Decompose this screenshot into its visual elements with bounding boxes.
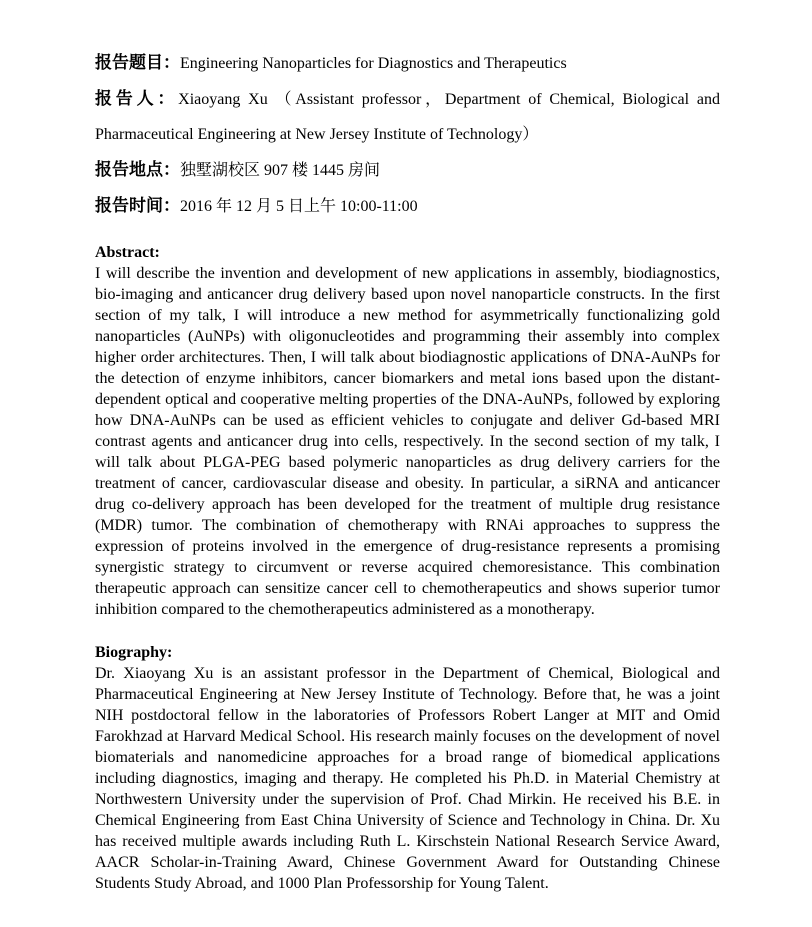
report-speaker-line — [95, 81, 720, 152]
biography-body: Dr. Xiaoyang Xu is an assistant professor in the Department of Chemical, Biological and Pharmaceutical Engineering at New Jersey Institute of Technology. Before that, he was a joint NIH postdoctoral fellow in the laboratories of Professors Robert Langer at MIT and Omid Farokhzad at Harvard Medical School. His research mainly focuses on the development of novel biomaterials and nanomedicine approaches for a broad range of biomedical applications including diagnostics, imaging and therapy. He completed his Ph.D. in Material Chemistry at Northwestern University under the supervision of Prof. Chad Mirkin. He received his B.E. in Chemical Engineering from East China University of Science and Technology in China. Dr. Xu has received multiple awards including Ruth L. Kirschstein National Research Service Award, AACR Scholar-in-Training Award, Chinese Government Award for Outstanding Chinese Students Study Abroad, and 1000 Plan Professorship for Young Talent. — [95, 665, 720, 892]
abstract-body: I will describe the invention and development of new applications in assembly, biodiagnostics, bio-imaging and anticancer drug delivery based upon novel nanoparticle constructs. In the first section of my talk, I will introduce a new method for asymmetrically functionalizing gold nanoparticles (AuNPs) with oligonucleotides and programming their assembly into complex higher order architectures. Then, I will talk about biodiagnostic applications of DNA-AuNPs for the detection of enzyme inhibitors, cancer biomarkers and metal ions based upon the distant-dependent optical and cooperative melting properties of the DNA-AuNPs, followed by exploring how DNA-AuNPs can be used as efficient vehicles to conjugate and deliver Gd-based MRI contrast agents and anticancer drug into cells, respectively. In the second section of my talk, I will talk about PLGA-PEG based polymeric nanoparticles as drug delivery carriers for the treatment of cancer, cardiovascular disease and obesity. In particular, a siRNA and anticancer drug co-delivery approach has been developed for the treatment of multiple drug resistance (MDR) tumor. The combination of chemotherapy with RNAi approaches to suppress the expression of proteins involved in the emergence of drug-resistance represents a promising synergistic strategy to circumvent or reverse acquired chemoresistance. This combination therapeutic approach can sensitize cancer cell to chemotherapeutics and shows superior tumor inhibition compared to the chemotherapeutics administered as a monotherapy. — [95, 265, 720, 618]
report-time-label: 报告时间： — [95, 196, 180, 215]
report-time-line — [95, 188, 720, 224]
report-location-value: 独墅湖校区 907 楼 1445 房间 — [180, 162, 381, 179]
report-time-value: 2016 年 12 月 5 日上午 10:00-11:00 — [180, 198, 418, 215]
report-title-value: Engineering Nanoparticles for Diagnostics and Therapeutics — [180, 55, 567, 72]
abstract-section — [95, 242, 720, 620]
report-speaker-value: Xiaoyang Xu （Assistant professor，Department of Chemical, Biological and Pharmaceutical Engineering at New Jersey Institute of Technology） — [95, 91, 720, 143]
report-location-line — [95, 152, 720, 188]
abstract-heading: Abstract: — [95, 244, 160, 261]
report-title-line — [95, 45, 720, 81]
report-title-label: 报告题目： — [95, 53, 180, 72]
biography-section — [95, 642, 720, 894]
seminar-header — [95, 45, 720, 224]
report-location-label: 报告地点： — [95, 160, 180, 179]
biography-heading: Biography: — [95, 644, 173, 661]
report-speaker-label: 报告人： — [95, 89, 179, 108]
